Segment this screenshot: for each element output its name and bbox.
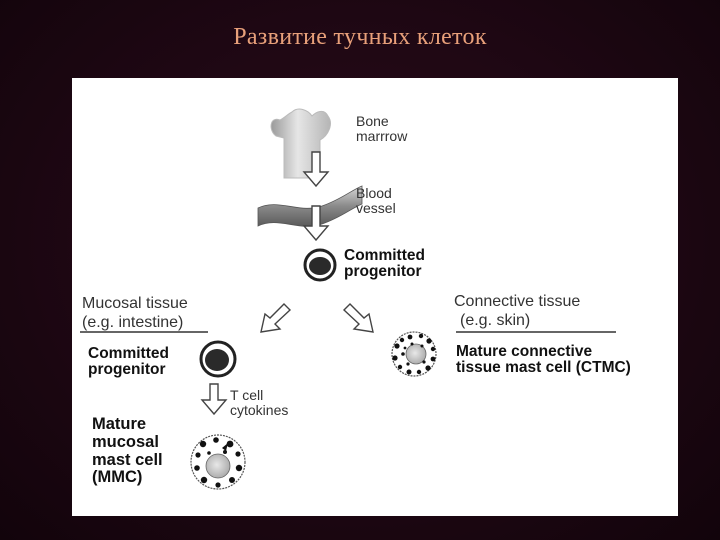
progenitor-cell-top (305, 250, 335, 280)
t-cell-cytokines-label: T cell cytokines (230, 387, 289, 418)
slide-title: Развитие тучных клеток (233, 24, 487, 50)
connective-tissue-label: Connective tissue (e.g. skin) (454, 293, 581, 329)
bone-shape (271, 109, 330, 178)
diagram-panel (72, 78, 678, 516)
committed-progenitor-left-label: Committed progenitor (88, 345, 169, 379)
blood-vessel-shape (258, 186, 362, 226)
progenitor-cell-left (201, 342, 235, 376)
mmc-cell (191, 435, 245, 489)
arrow-down-3 (202, 384, 226, 414)
blood-vessel-label: Blood vessel (356, 185, 396, 216)
ctmc-cell (392, 332, 436, 376)
arrow-diag-left (261, 304, 290, 332)
mature-ctmc-label: Mature connective tissue mast cell (CTMC) (456, 343, 631, 377)
mucosal-tissue-label: Mucosal tissue (e.g. intestine) (82, 295, 188, 331)
bone-marrow-label: Bone marrrow (356, 113, 408, 144)
mature-mmc-label: Mature mucosal mast cell (MMC) (92, 415, 163, 487)
arrow-diag-right (344, 304, 373, 332)
committed-progenitor-top-label: Committed progenitor (344, 247, 425, 281)
